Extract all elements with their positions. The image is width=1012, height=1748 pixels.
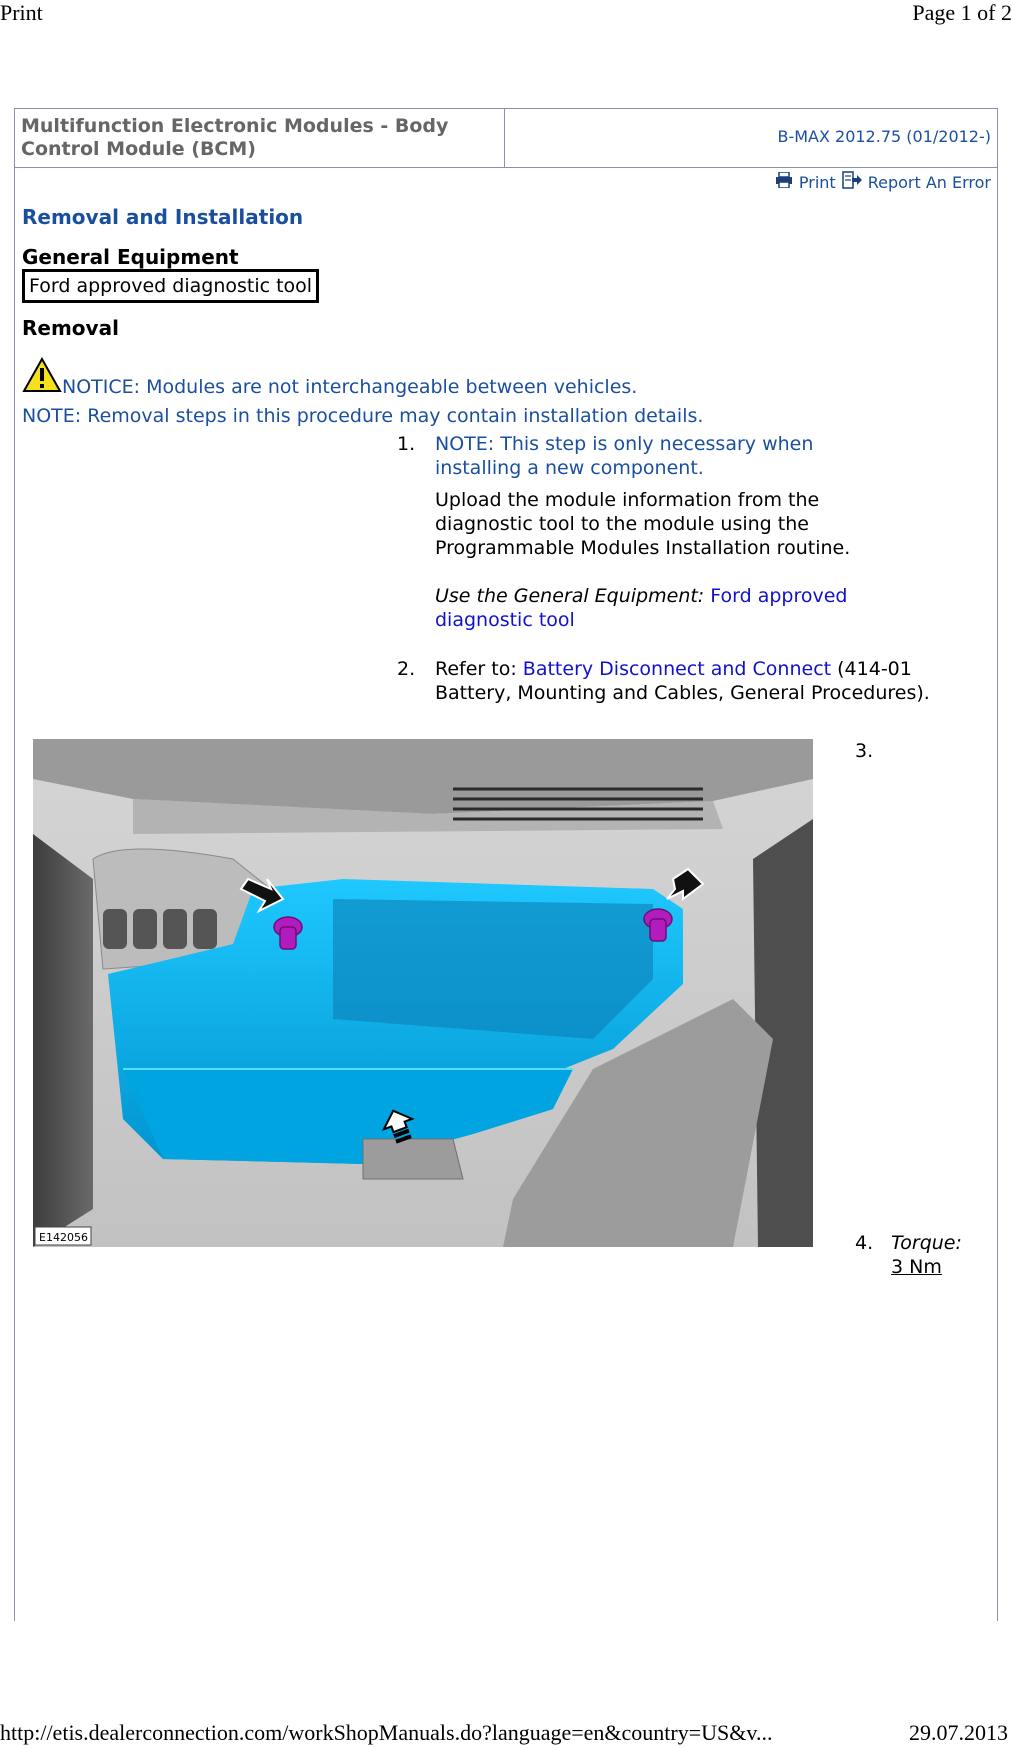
general-equipment-item: Ford approved diagnostic tool bbox=[22, 269, 319, 303]
step-number: 1. bbox=[397, 433, 416, 455]
step-number: 4. bbox=[855, 1232, 874, 1254]
procedure-illustration bbox=[33, 739, 813, 1247]
notice bbox=[22, 357, 637, 398]
equipment-reference bbox=[435, 584, 855, 632]
note-text: NOTE: Removal steps in this procedure may contain installation details. bbox=[22, 405, 704, 427]
printer-icon[interactable] bbox=[775, 172, 793, 192]
title-row bbox=[15, 109, 997, 168]
report-error-icon[interactable] bbox=[842, 171, 862, 193]
removal-label: Removal bbox=[22, 316, 119, 340]
report-error-link[interactable]: Report An Error bbox=[867, 172, 991, 192]
use-equipment-label: Use the General Equipment: bbox=[435, 585, 705, 607]
model-info: B-MAX 2012.75 (01/2012-) bbox=[777, 127, 991, 146]
step-number: 2. bbox=[397, 658, 416, 680]
refer-to-label: Refer to: bbox=[435, 658, 517, 680]
print-header-title: Print bbox=[0, 0, 43, 25]
step-4 bbox=[855, 1231, 995, 1279]
notice-text: NOTICE: Modules are not interchangeable between vehicles. bbox=[62, 376, 638, 398]
document-frame bbox=[14, 108, 998, 1621]
step-1 bbox=[397, 432, 955, 632]
battery-disconnect-link[interactable]: Battery Disconnect and Connect bbox=[522, 658, 832, 680]
diagnostic-tool-link[interactable]: Ford approved diagnostic tool bbox=[435, 585, 848, 631]
toolbar bbox=[775, 171, 991, 193]
page-title: Multifunction Electronic Modules - Body Control Module (BCM) bbox=[15, 109, 505, 167]
footer-date: 29.07.2013 bbox=[909, 1720, 1008, 1745]
step-text: Upload the module information from the diagnostic tool to the module using the Programmable Modules Installation routine. bbox=[435, 489, 851, 559]
step-number: 3. bbox=[855, 740, 874, 762]
step-2 bbox=[397, 657, 955, 705]
print-link[interactable]: Print bbox=[798, 172, 836, 192]
figure-code: E142056 bbox=[39, 1231, 88, 1244]
section-heading: Removal and Installation bbox=[22, 205, 304, 229]
torque-label: Torque: bbox=[891, 1232, 962, 1254]
page-number: Page 1 of 2 bbox=[912, 0, 1012, 25]
step-3 bbox=[855, 739, 975, 763]
footer-url: http://etis.dealerconnection.com/workShopManuals.do?language=en&country=US&v... bbox=[0, 1720, 773, 1745]
step-note: NOTE: This step is only necessary when installing a new component. bbox=[435, 433, 814, 479]
refer-suffix: (414-01 Battery, Mounting and Cables, General Procedures). bbox=[435, 658, 930, 704]
warning-icon bbox=[22, 357, 62, 398]
torque-value: 3 Nm bbox=[891, 1256, 942, 1278]
general-equipment-label: General Equipment bbox=[22, 245, 239, 269]
